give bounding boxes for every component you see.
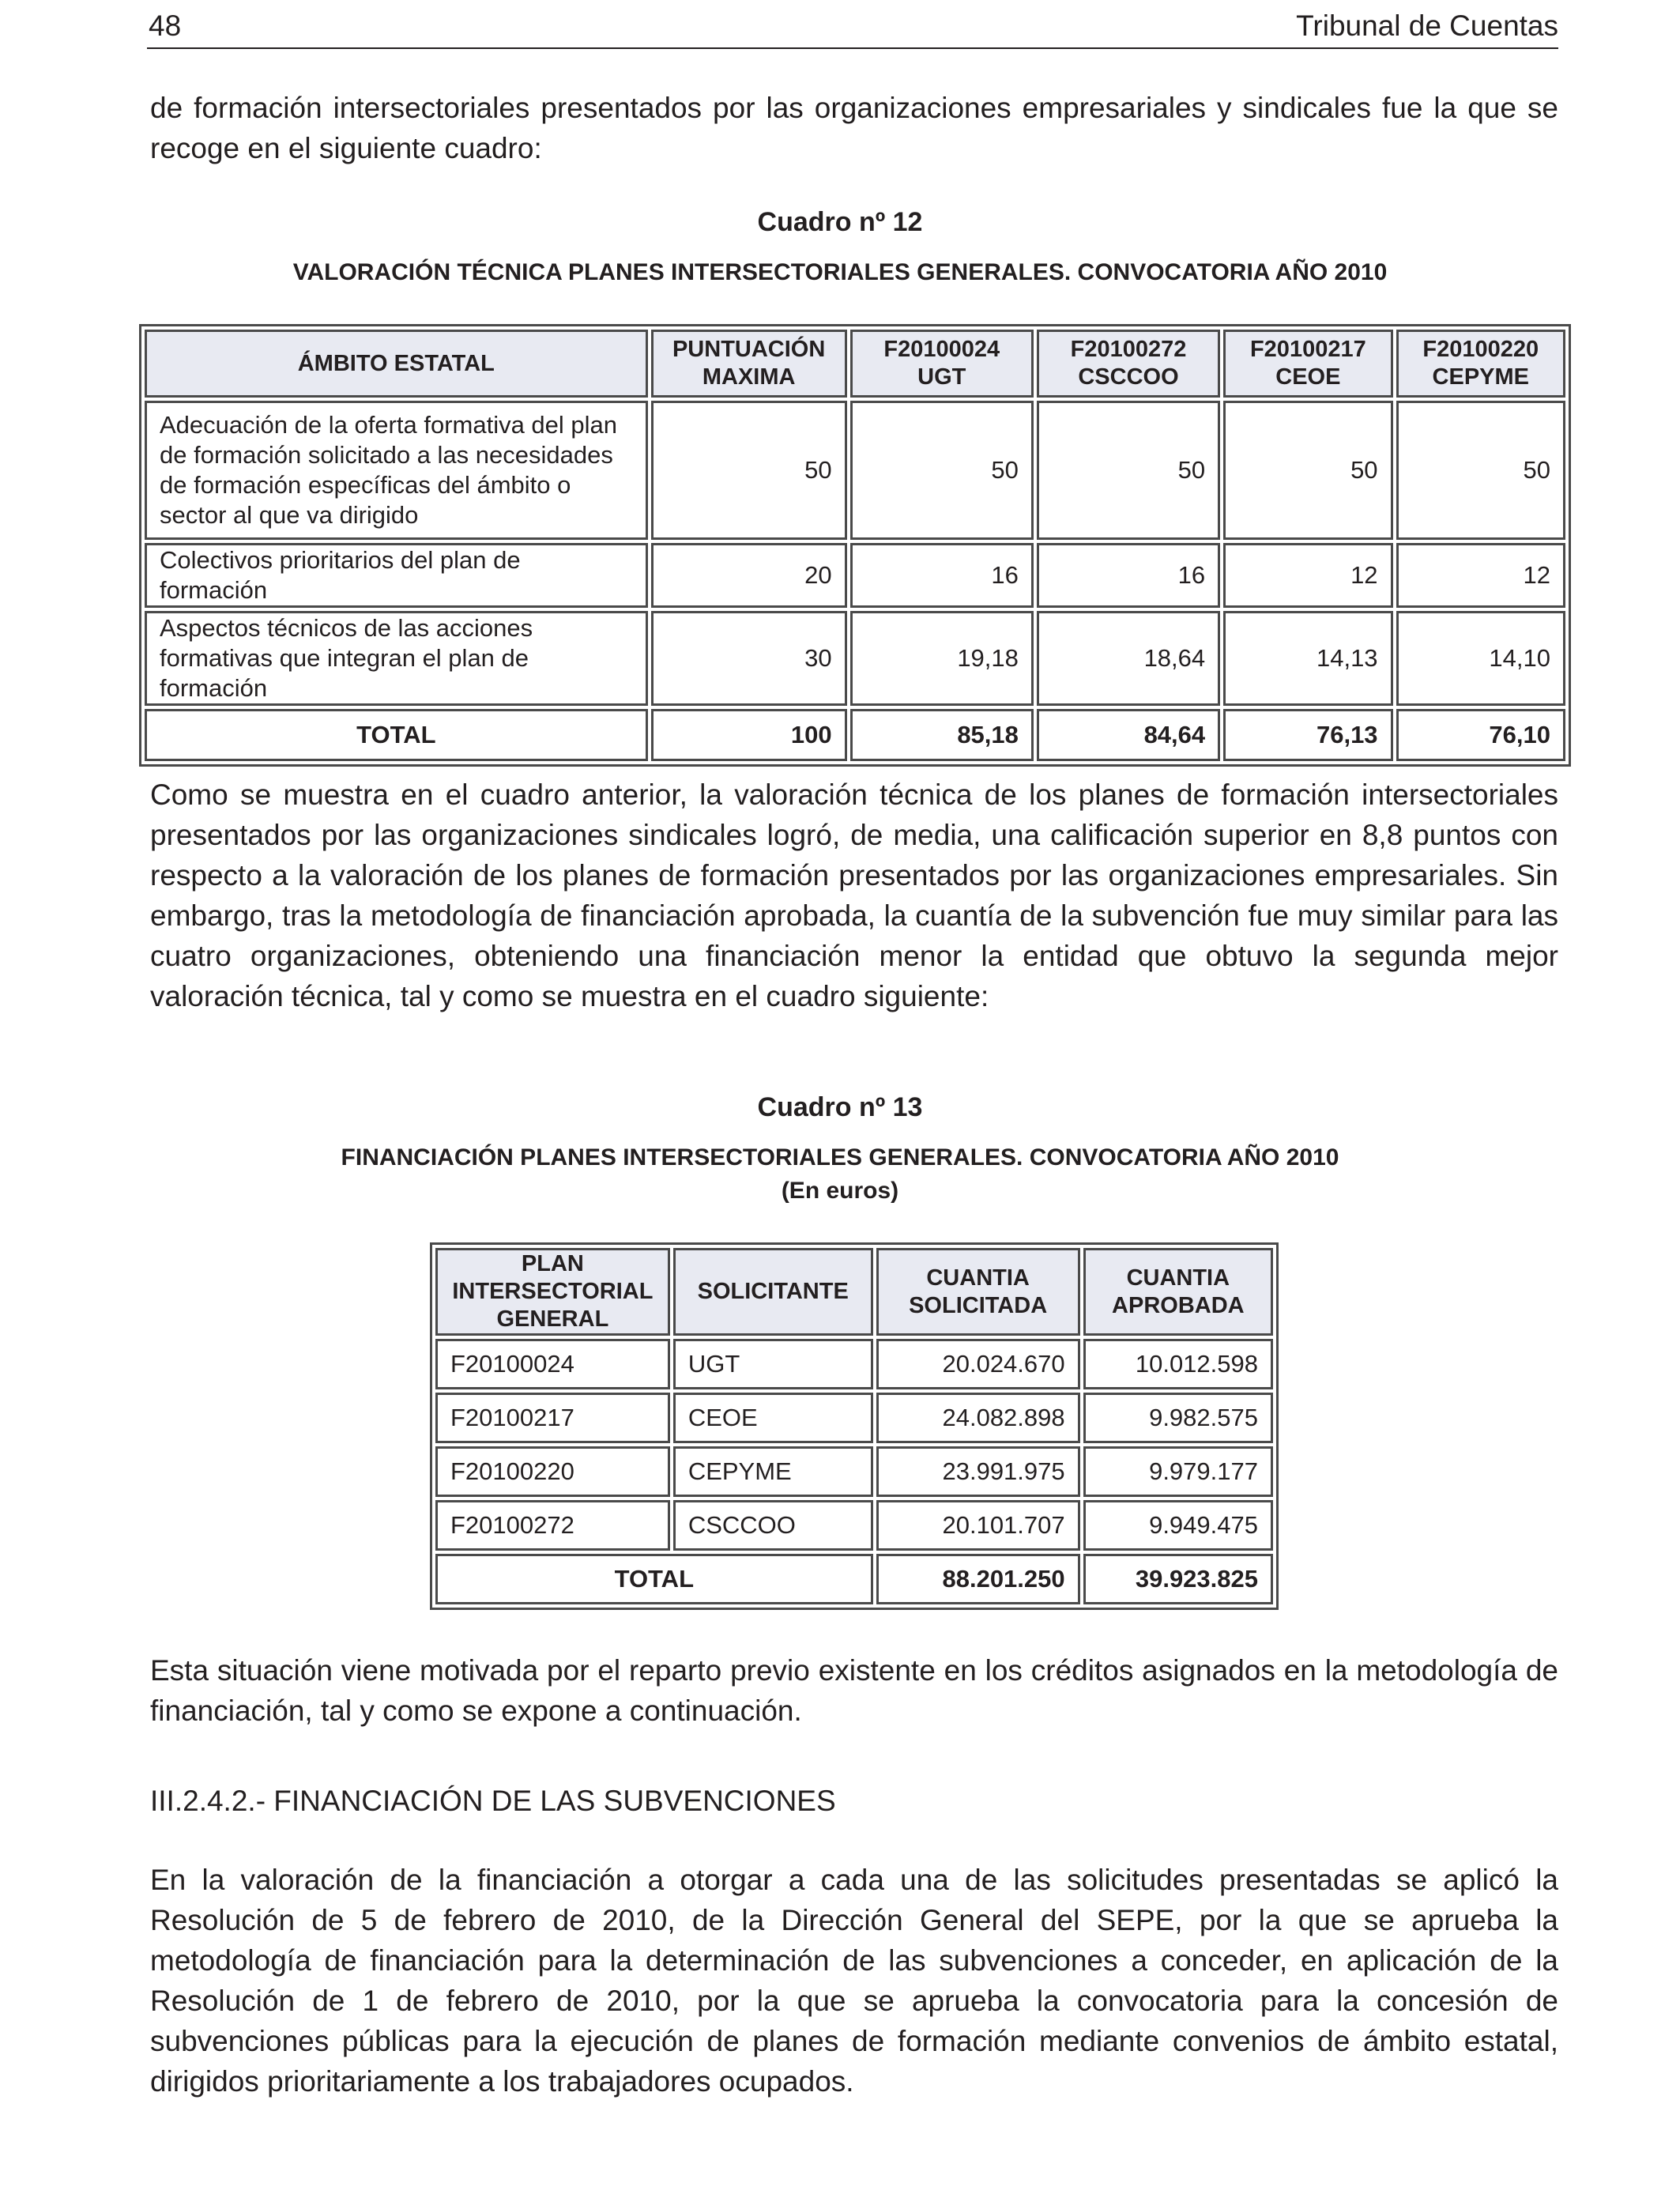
intro-paragraph: de formación intersectoriales presentados por las organizaciones empresariales y sindicales fue la que se recoge en el siguiente cuadro:: [150, 92, 1558, 164]
header-ugt: F20100024 UGT: [850, 330, 1034, 398]
table-row: [435, 1339, 1273, 1389]
table-row: [435, 1393, 1273, 1443]
total-value: 76,10: [1396, 709, 1565, 761]
cell-value: 30: [651, 611, 847, 706]
amount-requested: 20.101.707: [876, 1500, 1080, 1551]
total-approved: 39.923.825: [1083, 1554, 1273, 1604]
table13-title: FINANCIACIÓN PLANES INTERSECTORIALES GENERALES. CONVOCATORIA AÑO 2010: [341, 1144, 1339, 1171]
header-scope: ÁMBITO ESTATAL: [145, 330, 648, 398]
applicant: UGT: [673, 1339, 873, 1389]
cell-value: 18,64: [1037, 611, 1220, 706]
amount-requested: 23.991.975: [876, 1446, 1080, 1497]
row-label: Adecuación de la oferta formativa del plan de formación solicitado a las necesidades de formación específicas del ámbito o sector al que va dirigido: [145, 401, 648, 540]
header-plan: PLAN INTERSECTORIAL GENERAL: [435, 1248, 670, 1336]
header-ceoe: F20100217 CEOE: [1223, 330, 1392, 398]
total-label: TOTAL: [145, 709, 648, 761]
row-label: Aspectos técnicos de las acciones formativas que integran el plan de formación: [145, 611, 648, 706]
explanation-paragraph: Esta situación viene motivada por el reparto previo existente en los créditos asignados en la metodología de financiación, tal y como se expone a continuación.: [150, 1654, 1558, 1727]
table12-number: Cuadro nº 12: [757, 207, 923, 237]
total-value: 100: [651, 709, 847, 761]
table-row: [435, 1500, 1273, 1551]
header-csccoo: F20100272 CSCCOO: [1037, 330, 1220, 398]
amount-approved: 9.982.575: [1083, 1393, 1273, 1443]
section-heading: III.2.4.2.- FINANCIACIÓN DE LAS SUBVENCIONES: [150, 1785, 836, 1817]
table-row: [435, 1446, 1273, 1497]
plan-code: F20100272: [435, 1500, 670, 1551]
table13-subtitle: (En euros): [781, 1178, 899, 1204]
plan-code: F20100024: [435, 1339, 670, 1389]
cell-value: 50: [850, 401, 1034, 540]
methodology-paragraph: En la valoración de la financiación a otorgar a cada una de las solicitudes presentadas se aplicó la Resolución de 5 de febrero de 2010, de la Dirección General del SEPE, por la que se aprueba la metodología de financiación para la determinación de las subvenciones a conceder, en aplicación de la Resolución de 1 de febrero de 2010, por la que se aprueba la convocatoria para la concesión de subvenciones públicas para la ejecución de planes de formación mediante convenios de ámbito estatal, dirigidos prioritariamente a los trabajadores ocupados.: [150, 1864, 1558, 2098]
financing-table: [430, 1242, 1279, 1610]
cell-value: 14,13: [1223, 611, 1392, 706]
page-header: [147, 8, 1558, 49]
amount-approved: 9.979.177: [1083, 1446, 1273, 1497]
table-header-row: [145, 330, 1565, 398]
cell-value: 12: [1223, 543, 1392, 608]
plan-code: F20100220: [435, 1446, 670, 1497]
amount-approved: 9.949.475: [1083, 1500, 1273, 1551]
amount-requested: 20.024.670: [876, 1339, 1080, 1389]
cell-value: 20: [651, 543, 847, 608]
header-cepyme: F20100220 CEPYME: [1396, 330, 1565, 398]
cell-value: 50: [1223, 401, 1392, 540]
header-applicant: SOLICITANTE: [673, 1248, 873, 1336]
applicant: CEOE: [673, 1393, 873, 1443]
publisher-name: Tribunal de Cuentas: [1296, 9, 1558, 42]
technical-valuation-table: [139, 324, 1571, 767]
amount-approved: 10.012.598: [1083, 1339, 1273, 1389]
table-header-row: [435, 1248, 1273, 1336]
total-value: 84,64: [1037, 709, 1220, 761]
table-row: [145, 611, 1565, 706]
total-label: TOTAL: [435, 1554, 873, 1604]
cell-value: 19,18: [850, 611, 1034, 706]
row-label: Colectivos prioritarios del plan de formación: [145, 543, 648, 608]
cell-value: 14,10: [1396, 611, 1565, 706]
cell-value: 50: [1037, 401, 1220, 540]
total-value: 85,18: [850, 709, 1034, 761]
table-row: [145, 401, 1565, 540]
page-number: 48: [149, 9, 182, 42]
cell-value: 50: [651, 401, 847, 540]
amount-requested: 24.082.898: [876, 1393, 1080, 1443]
cell-value: 50: [1396, 401, 1565, 540]
total-row: [145, 709, 1565, 761]
total-value: 76,13: [1223, 709, 1392, 761]
cell-value: 12: [1396, 543, 1565, 608]
header-approved: CUANTIA APROBADA: [1083, 1248, 1273, 1336]
table12-title: VALORACIÓN TÉCNICA PLANES INTERSECTORIALES GENERALES. CONVOCATORIA AÑO 2010: [292, 259, 1388, 285]
header-max-score: PUNTUACIÓN MAXIMA: [651, 330, 847, 398]
header-requested: CUANTIA SOLICITADA: [876, 1248, 1080, 1336]
applicant: CSCCOO: [673, 1500, 873, 1551]
cell-value: 16: [1037, 543, 1220, 608]
applicant: CEPYME: [673, 1446, 873, 1497]
cell-value: 16: [850, 543, 1034, 608]
analysis-paragraph: Como se muestra en el cuadro anterior, la valoración técnica de los planes de formación intersectoriales presentados por las organizaciones sindicales logró, de media, una calificación superior en 8,8 puntos con respecto a la valoración de los planes de formación presentados por las organizaciones empresariales. Sin embargo, tras la metodología de financiación aprobada, la cuantía de la subvención fue muy similar para las cuatro organizaciones, obteniendo una financiación menor la entidad que obtuvo la segunda mejor valoración técnica, tal y como se muestra en el cuadro siguiente:: [150, 778, 1558, 1012]
total-requested: 88.201.250: [876, 1554, 1080, 1604]
plan-code: F20100217: [435, 1393, 670, 1443]
table13-number: Cuadro nº 13: [757, 1092, 923, 1122]
table-row: [145, 543, 1565, 608]
total-row: [435, 1554, 1273, 1604]
